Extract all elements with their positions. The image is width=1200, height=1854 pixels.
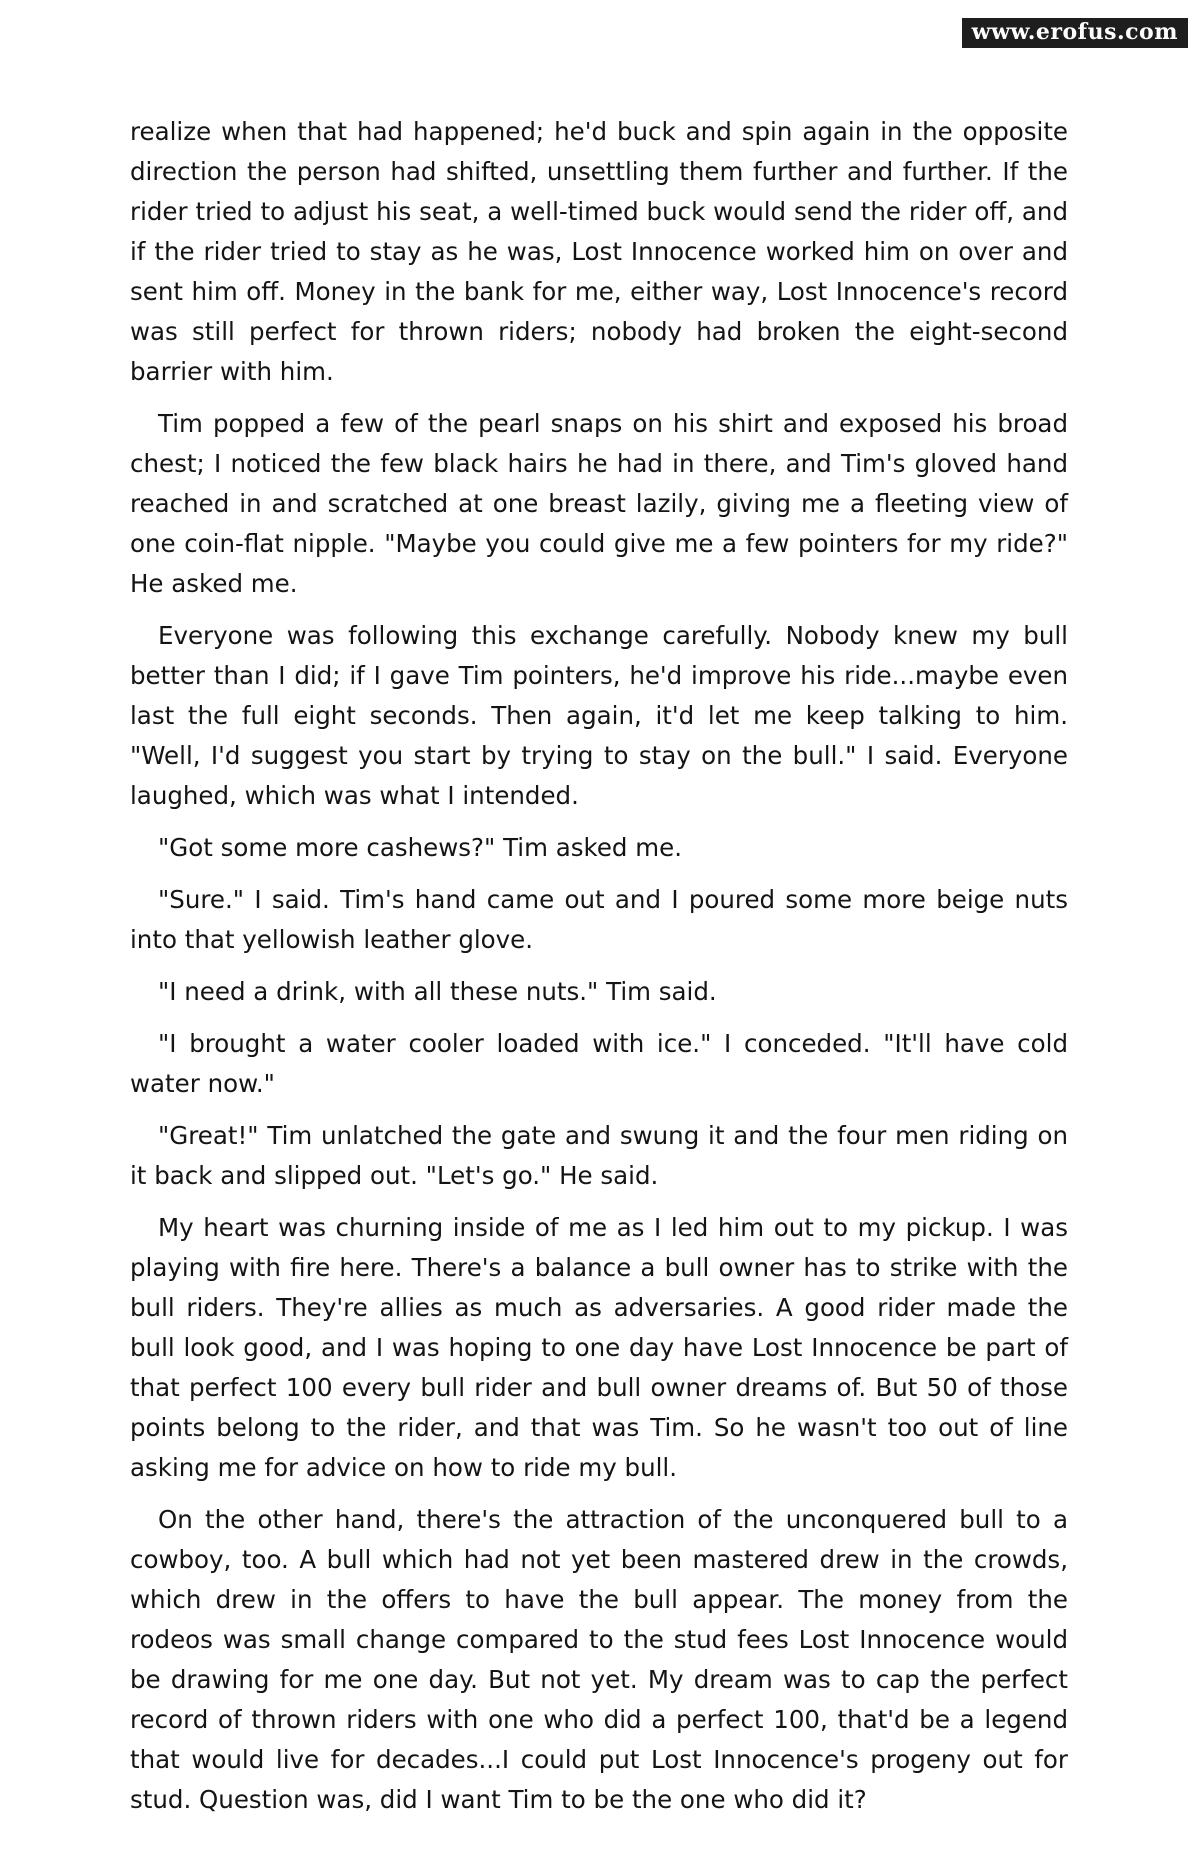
- paragraph-8: "Great!" Tim unlatched the gate and swung it and the four men riding on it back and slipped out. "Let's go." He said.: [130, 1121, 1068, 1190]
- paragraph-5: "Sure." I said. Tim's hand came out and I poured some more beige nuts into that yellowish leather glove.: [130, 885, 1068, 954]
- paragraph-3: Everyone was following this exchange carefully. Nobody knew my bull better than I did; if I gave Tim pointers, he'd improve his ride...maybe even last the full eight seconds. Then again, it'd let me keep talking to him. "Well, I'd suggest you start by trying to stay on the bull." I said. Everyone laughed, which was what I intended.: [130, 621, 1068, 810]
- paragraph-1: realize when that had happened; he'd buck and spin again in the opposite direction the person had shifted, unsettling them further and further. If the rider tried to adjust his seat, a well-timed buck would send the rider off, and if the rider tried to stay as he was, Lost Innocence worked him on over and sent him off. Money in the bank for me, either way, Lost Innocence's record was still perfect for thrown riders; nobody had broken the eight-second barrier with him.: [130, 117, 1068, 386]
- paragraph-4: "Got some more cashews?" Tim asked me.: [158, 833, 682, 862]
- page-body: [130, 112, 1068, 1832]
- paragraph-2: Tim popped a few of the pearl snaps on his shirt and exposed his broad chest; I noticed the few black hairs he had in there, and Tim's gloved hand reached in and scratched at one breast lazily, giving me a fleeting view of one coin-flat nipple. "Maybe you could give me a few pointers for my ride?" He asked me.: [130, 409, 1068, 598]
- paragraph-9: My heart was churning inside of me as I led him out to my pickup. I was playing with fire here. There's a balance a bull owner has to strike with the bull riders. They're allies as much as adversaries. A good rider made the bull look good, and I was hoping to one day have Lost Innocence be part of that perfect 100 every bull rider and bull owner dreams of. But 50 of those points belong to the rider, and that was Tim. So he wasn't too out of line asking me for advice on how to ride my bull.: [130, 1213, 1068, 1482]
- paragraph-6: "I need a drink, with all these nuts." Tim said.: [158, 977, 717, 1006]
- site-watermark: www.erofus.com: [962, 18, 1188, 48]
- paragraph-10: On the other hand, there's the attraction of the unconquered bull to a cowboy, too. A bull which had not yet been mastered drew in the crowds, which drew in the offers to have the bull appear. The money from the rodeos was small change compared to the stud fees Lost Innocence would be drawing for me one day. But not yet. My dream was to cap the perfect record of thrown riders with one who did a perfect 100, that'd be a legend that would live for decades...I could put Lost Innocence's progeny out for stud. Question was, did I want Tim to be the one who did it?: [130, 1505, 1068, 1814]
- paragraph-7: "I brought a water cooler loaded with ice." I conceded. "It'll have cold water now.": [130, 1029, 1068, 1098]
